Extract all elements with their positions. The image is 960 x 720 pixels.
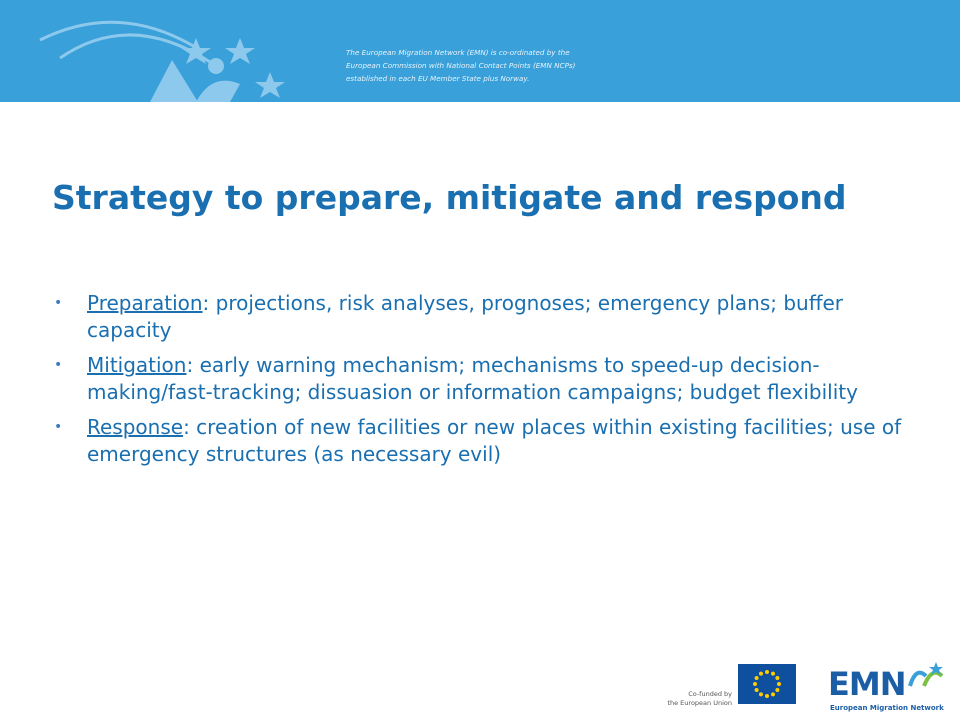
header-note-line: established in each EU Member State plus Norway. <box>346 74 530 83</box>
header-note-line: The European Migration Network (EMN) is co-ordinated by the <box>346 48 570 57</box>
cofunded-line: the European Union <box>667 699 732 707</box>
bullet-item-preparation <box>54 290 914 344</box>
bullet-text: : projections, risk analyses, prognoses; emergency plans; buffer capacity <box>87 291 844 342</box>
bullet-text: : creation of new facilities or new places within existing facilities; use of emergency structures (as necessary evil) <box>87 415 902 466</box>
bullet-item-mitigation <box>54 352 914 406</box>
person-figure-2 <box>196 81 240 102</box>
eu-stars-circle <box>738 664 796 704</box>
emn-logo-text: EMN <box>828 665 906 703</box>
bullet-dot-icon: • <box>54 419 63 435</box>
emn-logo-stars-icon <box>906 660 946 690</box>
eu-flag-icon <box>738 664 796 704</box>
cofunded-line: Co-funded by <box>688 690 732 698</box>
bullet-term: Mitigation <box>87 353 187 377</box>
star-icon <box>255 72 285 98</box>
star-icon <box>225 38 255 64</box>
bullet-item-response <box>54 414 914 468</box>
emn-logo-subtitle: European Migration Network <box>830 704 944 712</box>
bullet-term: Preparation <box>87 291 203 315</box>
emn-logo <box>828 660 948 714</box>
bullet-dot-icon: • <box>54 295 63 311</box>
header-note-line: European Commission with National Contact Points (EMN NCPs) <box>346 61 576 70</box>
header-band <box>0 0 960 102</box>
bullet-term: Response <box>87 415 184 439</box>
bullet-list <box>54 290 914 476</box>
emn-header-note <box>346 46 646 85</box>
person-figure-1 <box>150 60 198 102</box>
cofunded-label <box>650 690 732 708</box>
bullet-dot-icon: • <box>54 357 63 373</box>
emn-people-stars-graphic <box>0 0 320 102</box>
bullet-text: : early warning mechanism; mechanisms to speed-up decision-making/fast-tracking; dissuasion or information campaigns; budget flexibility <box>87 353 858 404</box>
slide-title: Strategy to prepare, mitigate and respond <box>52 178 847 217</box>
person-head-1 <box>208 58 224 74</box>
